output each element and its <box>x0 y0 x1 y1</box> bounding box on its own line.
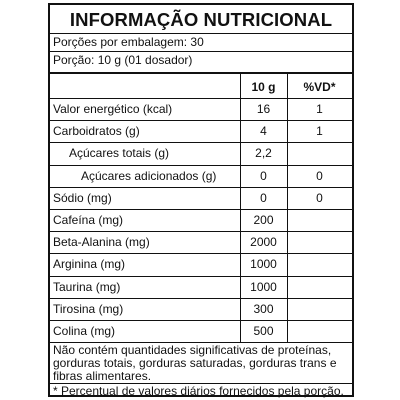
divider <box>50 231 352 232</box>
divider <box>50 320 352 321</box>
divider <box>50 120 352 121</box>
divider <box>50 98 352 99</box>
nutrient-label: Carboidratos (g) <box>53 124 140 139</box>
nutrient-amount: 2000 <box>250 235 277 250</box>
nutrient-amount: 16 <box>256 102 271 116</box>
divider <box>50 72 352 74</box>
servings-per-package: Porções por embalagem: 30 <box>53 35 204 49</box>
nutrient-label: Açúcares totais (g) <box>69 146 170 161</box>
nutrient-label: Açúcares adicionados (g) <box>81 168 217 183</box>
divider <box>50 298 352 299</box>
nutrient-amount: 2,2 <box>255 146 272 161</box>
nutrient-amount: 1000 <box>250 279 277 294</box>
nutrient-label: Beta-Alanina (mg) <box>53 235 150 250</box>
nutrient-label: Colina (mg) <box>53 324 116 338</box>
nutrient-label: Taurina (mg) <box>53 279 121 294</box>
nutrient-amount: 4 <box>260 124 267 139</box>
nutrient-amount: 1000 <box>250 257 277 272</box>
nutrient-label: Sódio (mg) <box>53 190 112 205</box>
nutrient-label: Arginina (mg) <box>53 257 126 272</box>
divider <box>50 142 352 143</box>
divider <box>50 51 352 52</box>
divider <box>50 165 352 166</box>
nutrient-label: Valor energético (kcal) <box>53 102 173 116</box>
disclaimer: Não contém quantidades significativas de proteínas, gorduras totais, gorduras saturadas, gorduras trans e fibras alimentares. <box>53 343 337 383</box>
divider <box>50 253 352 254</box>
nutrient-amount: 300 <box>253 301 274 316</box>
amount-header: 10 g <box>251 80 276 94</box>
dv-header: %VD* <box>303 80 336 94</box>
nutrient-label: Cafeína (mg) <box>53 213 124 227</box>
nutrient-amount: 0 <box>260 168 267 183</box>
serving-size: Porção: 10 g (01 dosador) <box>53 53 193 67</box>
footnote: * Percentual de valores diários fornecidos pela porção. <box>53 384 344 398</box>
nutrient-amount: 500 <box>253 324 274 338</box>
nutrient-dv: 0 <box>316 190 323 205</box>
nutrient-amount: 0 <box>260 190 267 205</box>
table-title: INFORMAÇÃO NUTRICIONAL <box>69 9 333 30</box>
divider <box>50 187 352 188</box>
nutrition-facts-panel <box>48 0 354 400</box>
nutrition-table <box>48 3 354 397</box>
divider <box>50 209 352 210</box>
nutrient-label: Tirosina (mg) <box>53 301 124 316</box>
divider <box>50 33 352 34</box>
nutrient-amount: 200 <box>253 213 274 227</box>
divider <box>50 276 352 277</box>
nutrient-dv: 0 <box>316 168 323 183</box>
nutrient-dv: 1 <box>316 102 323 116</box>
nutrient-dv: 1 <box>316 124 323 139</box>
